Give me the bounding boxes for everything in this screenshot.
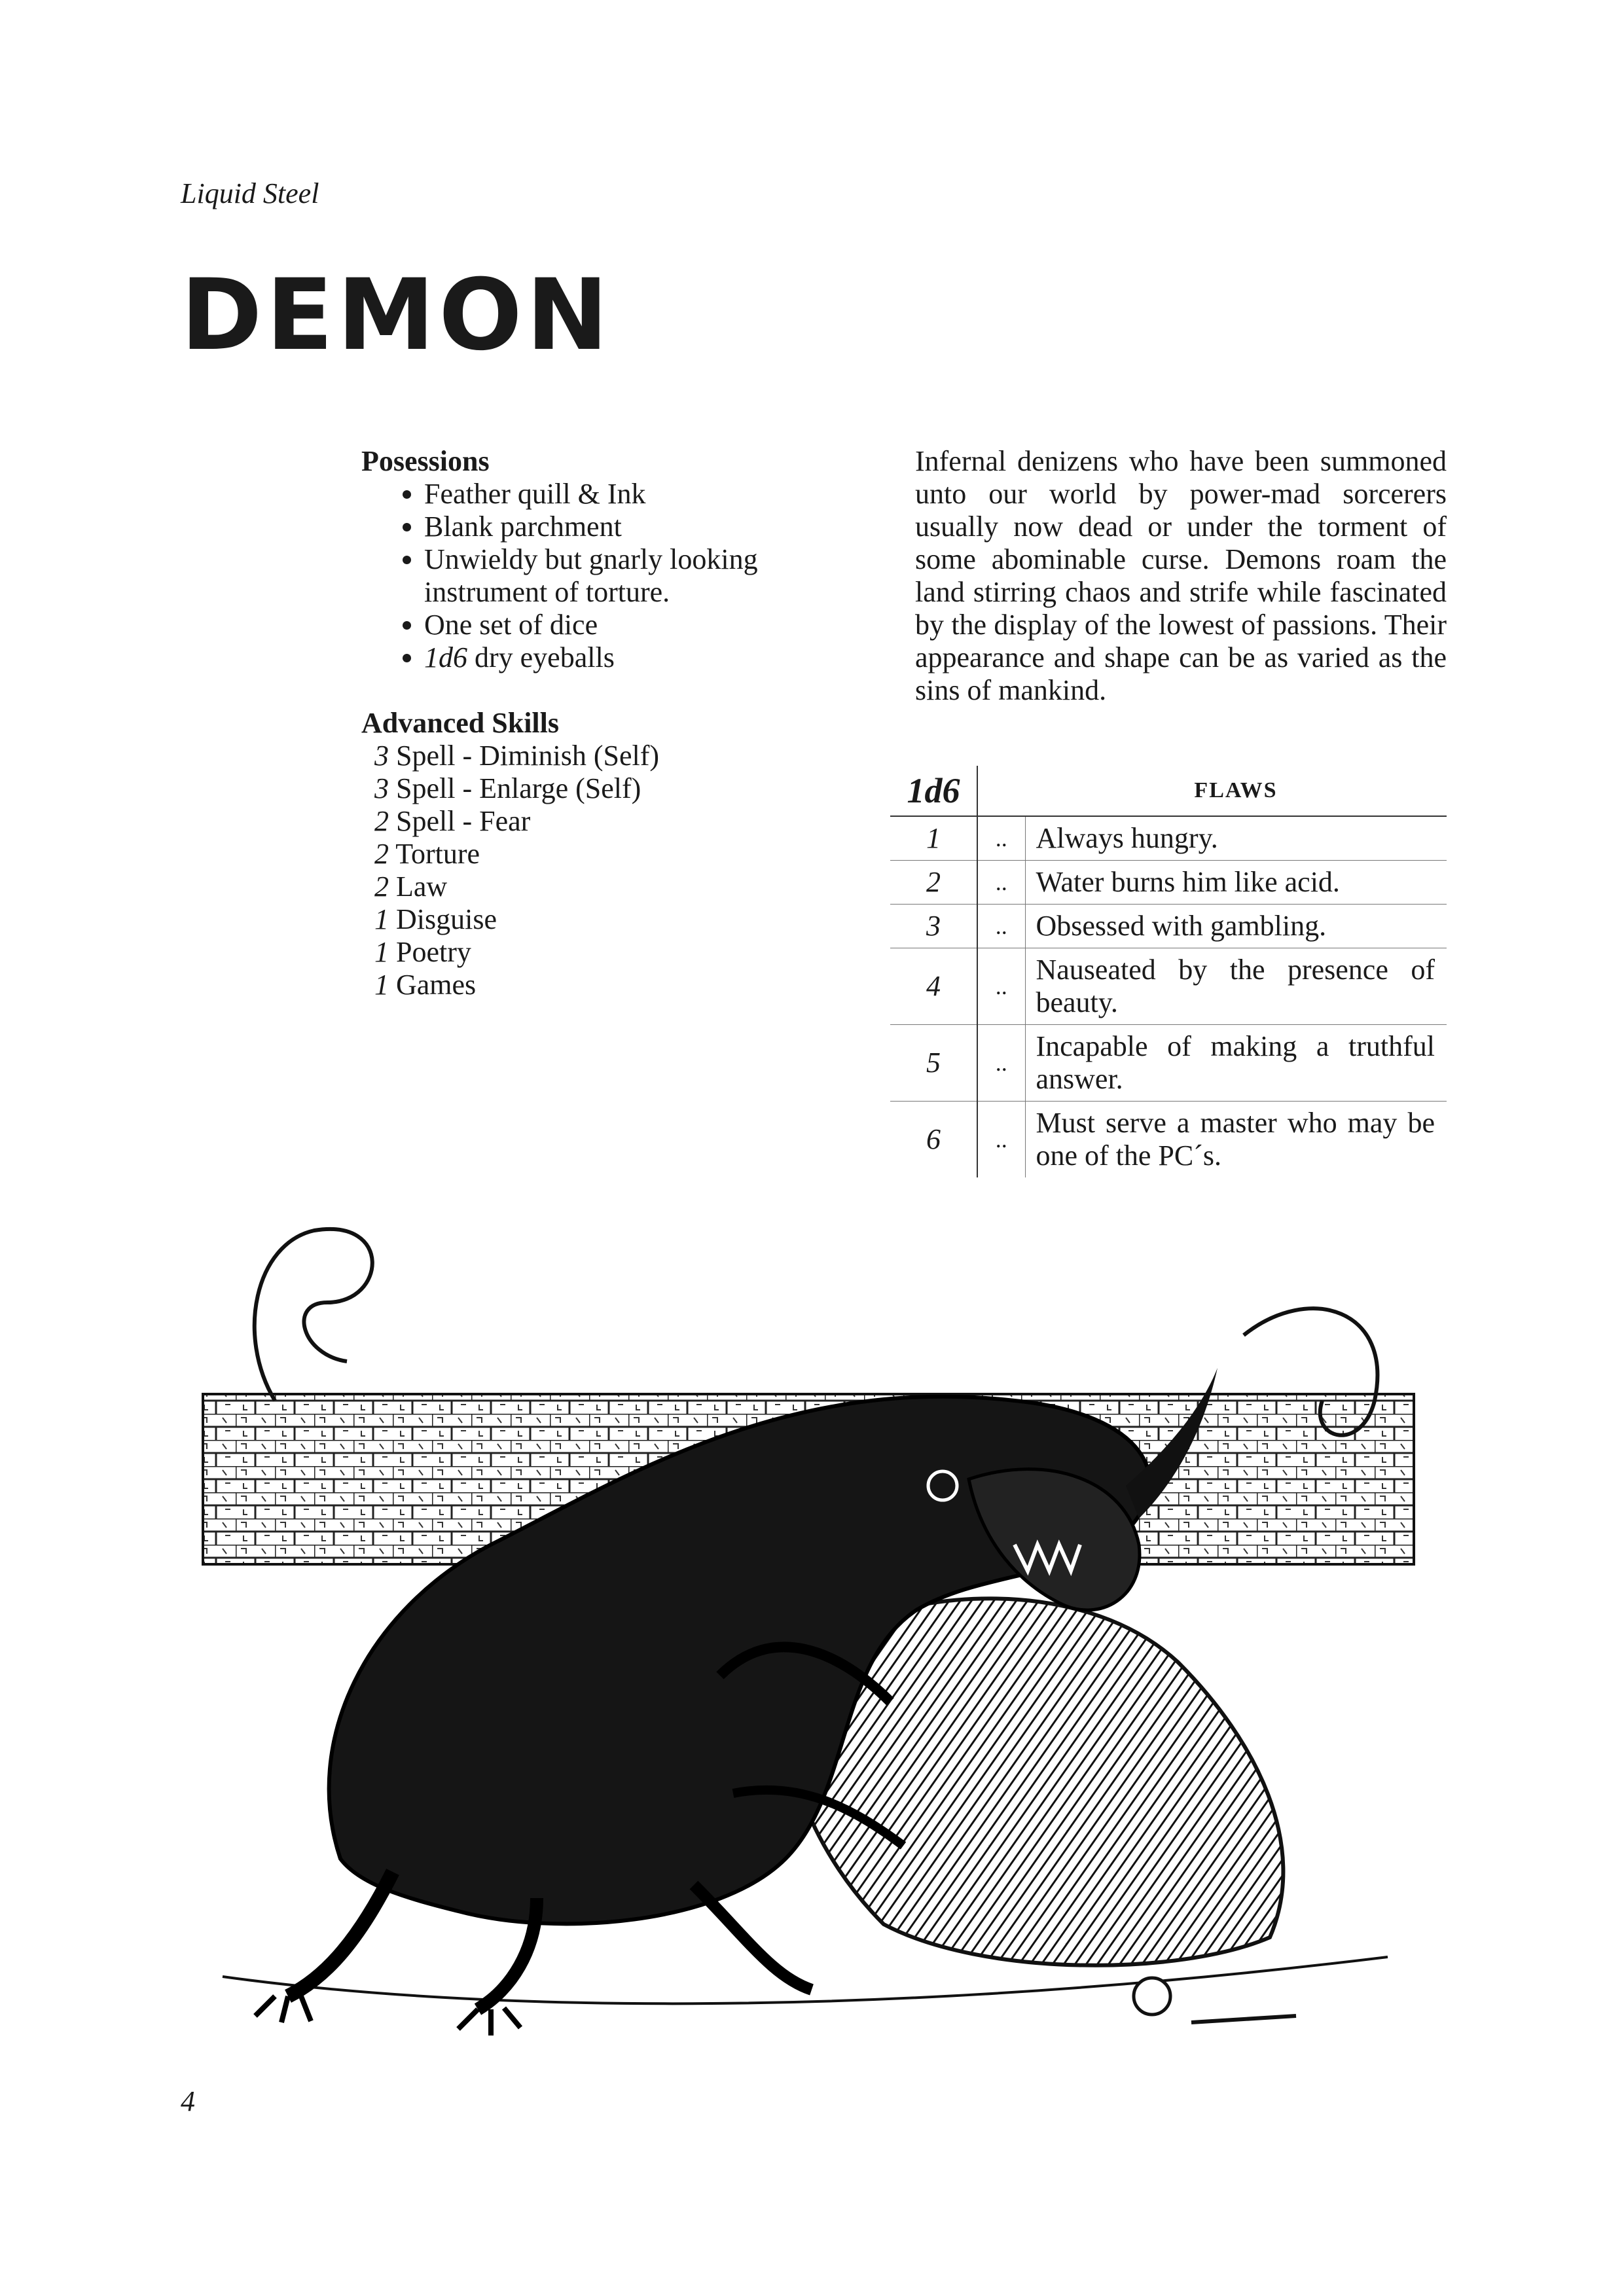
- skill-level: 1: [374, 969, 389, 1001]
- table-row: [890, 861, 1447, 905]
- skill-level: 1: [374, 936, 389, 968]
- skill-item: [361, 969, 833, 1001]
- skill-item: [361, 740, 833, 772]
- skill-level: 2: [374, 870, 389, 903]
- roll-cell: 3: [890, 905, 977, 948]
- skill-name: Games: [396, 969, 477, 1001]
- list-item: • Blank parchment: [424, 511, 833, 543]
- flaws-table: [890, 766, 1447, 1177]
- table-row: [890, 1102, 1447, 1178]
- table-row: [890, 1025, 1447, 1102]
- separator-cell: ..: [977, 905, 1025, 948]
- skill-name: Spell - Enlarge (Self): [396, 772, 641, 804]
- table-row: [890, 905, 1447, 948]
- list-item: [424, 641, 833, 674]
- roll-cell: 5: [890, 1025, 977, 1102]
- skill-item: [361, 936, 833, 969]
- running-head: Liquid Steel: [181, 177, 319, 209]
- flaw-cell: Nauseated by the presence of beauty.: [1025, 948, 1447, 1025]
- left-column: [361, 445, 833, 1001]
- table-row: [890, 816, 1447, 861]
- skill-name: Poetry: [396, 936, 471, 968]
- skill-level: 2: [374, 805, 389, 837]
- page-number: 4: [181, 2085, 195, 2117]
- roll-cell: 1: [890, 816, 977, 861]
- table-header-row: [890, 766, 1447, 816]
- skill-name: Torture: [395, 838, 480, 870]
- dice-notation: 1d6: [424, 641, 467, 673]
- separator-cell: ..: [977, 1025, 1025, 1102]
- skill-name: Law: [396, 870, 448, 903]
- roll-cell: 6: [890, 1102, 977, 1178]
- skill-item: [361, 772, 833, 805]
- flaw-cell: Incapable of making a truthful answer.: [1025, 1025, 1447, 1102]
- skill-item: [361, 903, 833, 936]
- separator-cell: ..: [977, 1102, 1025, 1178]
- flaws-column-header: FLAWS: [1025, 766, 1447, 816]
- skills-list: [361, 740, 833, 1001]
- table-row: [890, 948, 1447, 1025]
- skill-item: [361, 838, 833, 870]
- skills-heading: Advanced Skills: [361, 707, 559, 739]
- roll-cell: 4: [890, 948, 977, 1025]
- list-item: • One set of dice: [424, 609, 833, 641]
- roll-cell: 2: [890, 861, 977, 905]
- demon-illustration: [196, 1204, 1427, 2062]
- list-item: • Feather quill & Ink: [424, 478, 833, 511]
- skill-name: Disguise: [396, 903, 497, 935]
- skill-name: Spell - Fear: [396, 805, 531, 837]
- skill-level: 1: [374, 903, 389, 935]
- skill-level: 2: [374, 838, 389, 870]
- skill-name: Spell - Diminish (Self): [396, 740, 660, 772]
- die-column-header: 1d6: [890, 766, 977, 816]
- right-column: [915, 445, 1447, 707]
- skill-level: 3: [374, 740, 389, 772]
- skill-item: [361, 805, 833, 838]
- flaw-cell: Must serve a master who may be one of the PC´s.: [1036, 1107, 1435, 1172]
- flaw-cell: Always hungry.: [1025, 816, 1447, 861]
- description-paragraph: Infernal denizens who have been summoned unto our world by power-mad sorcerers usually now dead or under the torment of some abominable curse. Demons roam the land stirring chaos and strife while fascinated by the display of the lowest of passions. Their appearance and shape can be as varied as the sins of mankind.: [915, 445, 1447, 706]
- possessions-list: [361, 478, 833, 674]
- skill-item: [361, 870, 833, 903]
- list-item-text: dry eyeballs: [475, 641, 615, 673]
- possessions-heading: Posessions: [361, 445, 490, 477]
- page-title: DEMON: [181, 259, 613, 372]
- skill-level: 3: [374, 772, 389, 804]
- list-item: • Unwieldy but gnarly looking instrument of torture.: [424, 543, 833, 609]
- separator-cell: ..: [977, 861, 1025, 905]
- separator-column-header: [977, 766, 1025, 816]
- separator-cell: ..: [977, 948, 1025, 1025]
- flaw-cell: Obsessed with gambling.: [1025, 905, 1447, 948]
- separator-cell: ..: [977, 816, 1025, 861]
- flaw-cell: Water burns him like acid.: [1025, 861, 1447, 905]
